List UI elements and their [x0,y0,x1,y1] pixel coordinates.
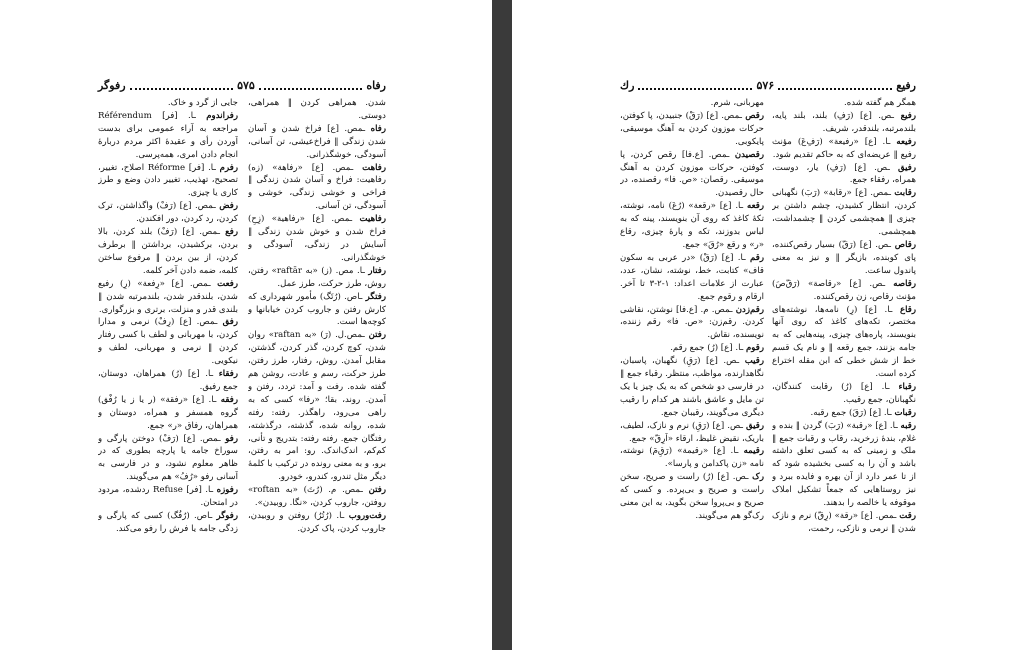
entry: رفق ـمص. [ع] (رِفْ) نرمی و مدارا کردن، با مهربانی و لطف با کسی رفتار کردن ‖ نرمی و مهربانی، لطف و نیکویی. [98,317,238,367]
entry: رفیع ـص. [ع] (رَفِ) بلند، بلند پایه، بلندمرتبه، بلندقدر، شریف. [772,110,916,134]
entry-headword: رفیع [900,110,916,121]
entry: رفیق ـص. [ع] (رَفِ) یار، دوست، همراه، رفقاء جمع. [772,162,916,186]
entry-headword: رقاع [899,304,916,315]
entry: رقیق ـص. [ع] (رَقِ) نرم و نازک، لطیف، باریک، نقیض غلیظ، ارقاء «اَرِقّ» جمع. [620,420,764,444]
entry-headword: رفت‌وروب [348,511,386,521]
entry-headword: رفقاء [218,369,238,380]
entry: رقاصه ـص. [ع] «رقاصة» (رَقّ‌صَ) مؤنث رقاص، زن رقص‌کننده. [772,278,916,302]
entry: شدن. همراهی کردن ‖ همراهی، دوستی. [248,98,386,121]
entry: رفیعه ـا. [ع] «رفیعة» (رَفِ‌عَ) مؤنث رفیع ‖ عریضه‌ای که به حاکم تقدیم شود. [772,136,916,160]
entry: جایی از گرد و خاک. [167,98,238,108]
entry: رفرم ـا. [فر] Réforme اصلاح، تغییر، تصحیح، تهذیب، تغییر دادن وضع و طرز کاری یا چیزی. [98,162,238,199]
entry-headword: رفاهیت [359,214,386,225]
entry: رقم‌زدن ـمص. م. [ع.فا] نوشتن، نقاشی کردن. رقم‌زن: «ص. فا» رقم زننده، نویسنده، نقاش. [620,304,764,341]
entry: رفراندوم ـا. [فر] Référendum مراجعه به آراء عمومی برای بدست آوردن رأی و عقیدهٔ اکثر مردم دربارهٔ انجام دادن امری، همه‌پرسی. [98,110,238,160]
entry-headword: رفیق [897,162,916,173]
header-leader-dots [638,80,752,90]
entry: رفاهت ـمص. [ع] «رفاهة» (زه) رفاهیت: فراخ و آسان شدن زندگی ‖ فراخی و خوشی زندگی، خوشی و آسودگی، تن آسانی. [248,162,386,212]
right-page [512,0,1024,650]
entry-headword: رقیب [744,356,764,367]
entry-headword: رفض [219,201,238,212]
left-page-left-column [98,97,238,557]
entry-headword: رفاه [370,123,386,134]
entry-headword: رفو [225,433,238,444]
entry: رفو ـمص. [ع] (رَفْ) دوختن پارگی و سوراخ جامه یا پارچه بطوری که در ظاهر معلوم نشود، و در فارسی به آسانی رفو «رُفُ» هم می‌گویند. [98,433,238,483]
entry-headword: رفرم [219,162,238,173]
entry-headword: رفتار [368,265,386,276]
entry-headword: رقوم [745,343,764,354]
header-first-word: رفیع [896,78,916,92]
left-page-right-column [248,97,386,557]
page-number: ۵۷۵ [237,78,255,92]
entry: رفاه ـمص. [ع] فراخ شدن و آسان شدن زندگی ‖ فراخ‌عیشی، تن آسانی، آسودگی، خوشگذرانی. [248,123,386,160]
entry-headword: رقم [750,252,764,263]
entry-headword: رقت [899,511,916,521]
entry: رقیب ـص. [ع] (رَقِ) نگهبان، پاسبان، نگاهدارنده، مواظب، منتظر. رقباء جمع ‖ در فارسی دو شخص که به یک چیز یا یک تن مایل و عاشق باشند هر کدام را رقیب دیگری می‌گویند، رقیبان جمع. [620,356,764,418]
entry: رفت‌وروب ـا. (رُتُرُ) روفتن و روبیدن، جاروب کردن، پاک کردن. [248,511,386,534]
left-page [0,0,492,650]
entry: رفوزه ـا. [فر] Refuse ردشده، مردود در امتحان. [98,485,238,509]
entry: رفتگر ـاص. (رُتَگ) مأمور شهرداری که کارش رفتن و جاروب کردن خیابانها و کوچه‌ها است. [248,291,386,328]
entry: رفعت ـمص. [ع] «رِفعة» (رِ) رفیع شدن، بلندقدر شدن، بلندمرتبه شدن ‖ بلندی قدر و منزلت، برتری و بزرگواری. [98,278,238,315]
header-leader-dots [259,80,363,90]
entry: رقت ـمص. [ع] «رقة» (رِقّ) نرم و نازک شدن ‖ نرمی و نازکی، رحمت، [772,511,916,534]
entry: رفتار ـا. مص. (ز) «به raftār» رفتن، روش، طرز حرکت، طرز عمل. [248,265,386,289]
entry-headword: رفتگر [365,291,386,302]
entry: رقیمه ـا. [ع] «رقیمة» (رَقِ‌مَ) نوشته، نامه «زن پاکدامن و پارسا». [620,446,764,470]
entry-headword: رفوگر [216,511,238,521]
entry: رفقه ـا. [ع] «رفقة» (ر یا ز یا رُفْق) گروه همسفر و همراه، دوستان و همراهان، رفاق «ر» جمع. [98,394,238,431]
entry: رفتن ـمص.ل. (رَ) «به raftan» روان شدن، کوچ کردن، گذر کردن، گذشتن، مقابل آمدن. روش، رفتار، طرز رفتن، طرز حرکت، رسم و عادت، روشن هم گفته شده. رفت و آمد: تردد، رفتن و آمدن. روند، بقا؛ «رفا» کسی که به راهی می‌رود، راهگذر. رفته: رفته شده، روانه شده، گذشته، درگذشته، رفتگان جمع. رفته رفته: بتدریج و تأنی، کم‌کم، اندک‌اندک. رو: امر به رفتن، برو، و به معنی رونده در ترکیب با کلمهٔ دیگر مثل تندرو، کندرو، خودرو. [248,330,386,483]
entry-headword: رقیق [745,420,764,431]
header-first-word: رفاه [366,78,386,92]
entry-headword: رقبات [894,407,916,418]
entry-headword: رک [752,472,764,483]
book-gutter [492,0,512,650]
right-page-right-column [772,97,916,557]
entry: مهربانی، شرم. [710,98,764,108]
entry-headword: رقابت [894,188,916,199]
entry: رقبه ـا. [ع] «رقبة» (رَبَ) گردن ‖ بنده و غلام، بندهٔ زرخرید، رقاب و رقبات جمع ‖ ملک و زمینی که به کسی تعلق داشته باشد و آن را به کسی بخشیده شود که از تا عمر دارد از آن بهره و فایده ببرد و نیز روستاهایی که جمعاً تشکیل املاک موقوفه یا خالصه را بدهند. [772,420,916,509]
entry: رقم ـا. [ع] (رَقْ) «در عربی به سکون قاف» کتابت، خط، نوشته، نشان، عدد، عبارت از علامات اعداد: ۱-۲-۳ تا آخر. ارقام و رقوم جمع. [620,252,764,302]
right-page-header [620,77,916,93]
entry: رقابت ـمص. [ع] «رقابة» (رَبَ) نگهبانی کردن، انتظار کشیدن، چشم داشتن بر چیزی ‖ همچشمی کردن ‖ چشمداشت، همچشمی. [772,188,916,238]
entry-headword: رقبه [900,420,916,431]
entry: رفع ـمص. [ع] (رَفْ) بلند کردن، بالا بردن، برکشیدن، برداشتن ‖ برطرف کردن، از بین بردن ‖ مرفوع ساختن کلمه، ضمه دادن آخر کلمه. [98,227,238,276]
left-page-header [98,77,386,93]
header-leader-dots [130,80,234,90]
header-last-word: رك [620,78,635,92]
header-leader-dots [778,80,892,90]
entry: رفض ـمص. [ع] (رَفْ) واگذاشتن، ترک کردن، رد کردن، دور افکندن. [98,201,238,225]
entry-headword: رفعت [217,278,238,289]
entry: رقعه ـا. [ع] «رقعة» (رُعَ) نامه، نوشته، تکهٔ کاغذ که روی آن بنویسند، پینه که به لباس بدوزند، تکه و پارهٔ چیزی، رقاع «ر» و رقع «رُقَ» جمع. [620,201,764,250]
entry: رقص ـمص. [ع] (رَقْ) جنبیدن، پا کوفتن، حرکات موزون کردن به آهنگ موسیقی، پایکوبی. [620,110,764,147]
header-last-word: رفوگر [97,78,126,92]
right-page-left-column [620,97,764,557]
entry-headword: رفتن [368,485,386,496]
entry: رفوگر ـاص. (رُفُگ) کسی که پارگی و زدگی جامه یا فرش را رفو می‌کند. [98,511,238,534]
entry-headword: رفیعه [896,136,916,147]
entry: رفقاء ـا. [ع] (رُ) همراهان، دوستان، جمع رفیق. [98,369,238,392]
entry-headword: رفق [222,317,238,328]
entry-headword: رفتن [368,330,386,341]
entry-headword: رفقه [220,394,238,405]
entry-headword: رفراندوم [206,110,238,121]
entry-headword: رقم‌زدن [735,304,764,315]
entry: رقاص ـص. [ع] (رَقّ) بسیار رقص‌کننده، پای کوبنده، بازیگر ‖ و نیز به معنی پاندول ساعت. [772,239,916,276]
entry: رقبات ـا. [ع] (رَقَ) جمع رقبه. [810,407,916,418]
entry-headword: رقعه [746,201,764,212]
entry: رقباء ـا. [ع] (رُ) رقابت کنندگان، نگهبانان، جمع رقیب. [772,381,916,405]
entry-headword: رقصیدن [734,149,764,160]
entry-headword: رقیمه [743,446,764,457]
entry: رفاهیت ـمص. [ع] «رفاهیة» (زِحِ) فراخ شدن و خوش شدن زندگی ‖ آسایش در زندگی، آسودگی و خوشگذرانی. [248,214,386,263]
entry: رقاع ـا. [ع] (رِ) نامه‌ها، نوشته‌های مختصر، تکه‌های کاغذ که روی آنها بنویسند، پاره‌های چیزی، پینه‌هایی که به جامه بزنند، جمع رقعه ‖ و نام یک قسم خط از شش خطی که ابن مقله اختراع کرده است. [772,304,916,380]
entry: همگر هم گفته شده. [843,98,916,108]
entry-headword: رفوزه [216,485,238,496]
entry: رفتن ـمص. م. (رُتَ) «به roftan» روفتن، جاروب کردن، «نگا. روبیدن». [248,485,386,509]
entry: رقصیدن ـمص. [ع.فا] رقص کردن، پا کوفتن، حرکات موزون کردن به آهنگ موسیقی. رقصان: «ص. فا» رقصنده، در حال رقصیدن. [620,149,764,199]
page-number: ۵۷۶ [756,78,775,92]
entry: رقوم ـا. [ع] (رُ) جمع رقم. [670,343,764,354]
entry-headword: رقباء [898,381,916,392]
entry-headword: رقاص [894,239,916,250]
entry: رک ـص. [ع] (رُ) راست و صریح، سخن راست و صریح و بی‌پرده. و کسی که صریح و بی‌پروا سخن بگوید، به این معنی رک‌گو هم می‌گویند. [620,472,764,521]
entry-headword: رفع [225,227,238,238]
entry-headword: رقاصه [893,278,916,289]
entry-headword: رفاهت [362,162,386,173]
entry-headword: رقص [745,110,764,121]
